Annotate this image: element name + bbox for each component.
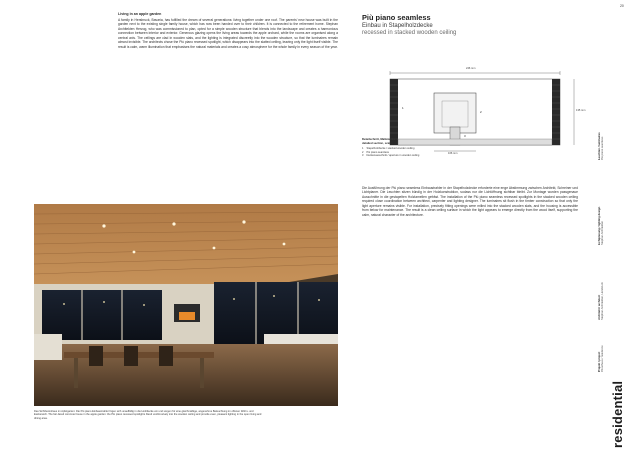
interior-photo	[34, 204, 338, 406]
sidebar-group-title: Architekt / architect	[598, 294, 601, 320]
sidebar-group-text: Privathaus / residence	[601, 345, 604, 372]
svg-text:3: 3	[464, 134, 466, 138]
legend-text: Deckenausschnitt / aperture in wooden ceiling	[366, 154, 420, 157]
legend-item	[362, 154, 432, 157]
legend-text: Più piano seamless	[366, 150, 389, 154]
sidebar-group-text: Stephan Architekten	[601, 220, 604, 245]
legend-num: 3	[362, 154, 364, 157]
product-subtitle-en: recessed in stacked wooden ceiling	[362, 30, 457, 37]
sidebar-group-title: Projekt / project	[598, 351, 601, 372]
sidebar-group	[598, 322, 604, 372]
product-subtitle-de: Einbau in Stapelholzdecke	[362, 22, 433, 29]
sidebar-group-title: Lichtplanung / lighting design	[598, 206, 601, 245]
legend-text: Stapelholzdecke / stacked wooden ceiling	[366, 147, 415, 151]
dim-bottom-label: 166 mm	[448, 152, 458, 155]
svg-text:2: 2	[480, 110, 482, 114]
dim-side-label: 135 mm	[576, 109, 586, 112]
product-title: Più piano seamless	[362, 13, 431, 22]
drawing-caption-en: detailed section, scale 1:4	[362, 140, 397, 145]
legend-num: 1	[362, 147, 364, 151]
drawing-caption	[362, 138, 432, 157]
photo-caption: Das Sichtbetonhaus im Apfelgarten: Die Più piano Einbaustrahler fügen sich unauffällig in die Holzdecke ein und sorgen für eine gleichmäßige, angenehme Beleuchtung im offenen Wohn- und Essbereich. The fair-faced concrete house in the apple garden: the Più piano recessed spotlights blend unobtrusively into the wooden ceiling and provide even, pleasant lighting in the open living and dining area.	[34, 410, 262, 420]
right-body-text: Die Ausführung der Più piano seamless Einbaustrahler in der Stapelholzdecke erforderte eine enge Abstimmung zwischen Architekt, Schreiner und Lichtplaner. Die Leuchten sitzen bündig in der Holzkonstruktion, sodass nur die Lichtöffnung sichtbar bleibt. Zur Montage wurden passgenaue Ausschnitte in die gestapelten Holzlamellen gefräst. The installation of the Più piano seamless recessed spotlights in the stacked wooden ceiling required close coordination between architect, carpenter and lighting designer. The luminaires sit flush in the timber construction so that only the light aperture remains visible. For installation, precisely fitting openings were milled into the stacked wooden slats, and the housing is accessible from below for maintenance. The result is a clean ceiling surface in which the light appears to emerge directly from the wood itself, supporting the calm, natural character of the architecture.	[362, 186, 578, 217]
legend-num: 2	[362, 150, 364, 154]
article-heading: Living in an apple garden	[118, 12, 162, 16]
sidebar-group	[598, 250, 604, 320]
sidebar	[592, 0, 638, 452]
dim-top-label: 246 mm	[466, 67, 476, 70]
article-paragraph: A family in Hersbruck, Bavaria, has fulfilled the dream of several generations: living together under one roof. The parents' new house was built in the garden next to the existing single family house, which has now been handed over to their children. It is connected to the retirement home. Stephan Architekten Herzog, who was commissioned to plan, opted for a simple wooden structure that blends into the landscape and creates a harmonious connection between interior and exterior. Generous glazing opens the living areas towards the apple orchard, while the rooms are organised along a central axis. The ceilings are clad in wooden slats, and the lighting is integrated discreetly into the wooden structure, so that the luminaires remain almost invisible. The architects chose the Più piano recessed spotlight, which disappears into the slatted ceiling, leaving only the light itself visible. The result is calm, warm illumination that emphasises the natural materials and creates a cosy atmosphere for the whole family in every season of the year.	[118, 18, 338, 49]
category-label: residential	[610, 380, 625, 448]
svg-text:1: 1	[402, 106, 404, 110]
sidebar-group-title: Leuchten / luminaires	[598, 132, 601, 160]
page-number: 20	[620, 4, 624, 8]
interior-photo-image	[34, 204, 338, 406]
product-header	[362, 14, 522, 38]
sidebar-group-text: Più piano seamless	[601, 136, 604, 160]
sidebar-group	[598, 90, 604, 160]
drawing-caption-de: Detailschnitt, Maßstab 1:4	[362, 137, 397, 141]
sidebar-group	[598, 175, 604, 245]
sidebar-group-text: Stephan Architekten, Hersbruck	[601, 282, 604, 320]
left-article	[118, 12, 338, 49]
